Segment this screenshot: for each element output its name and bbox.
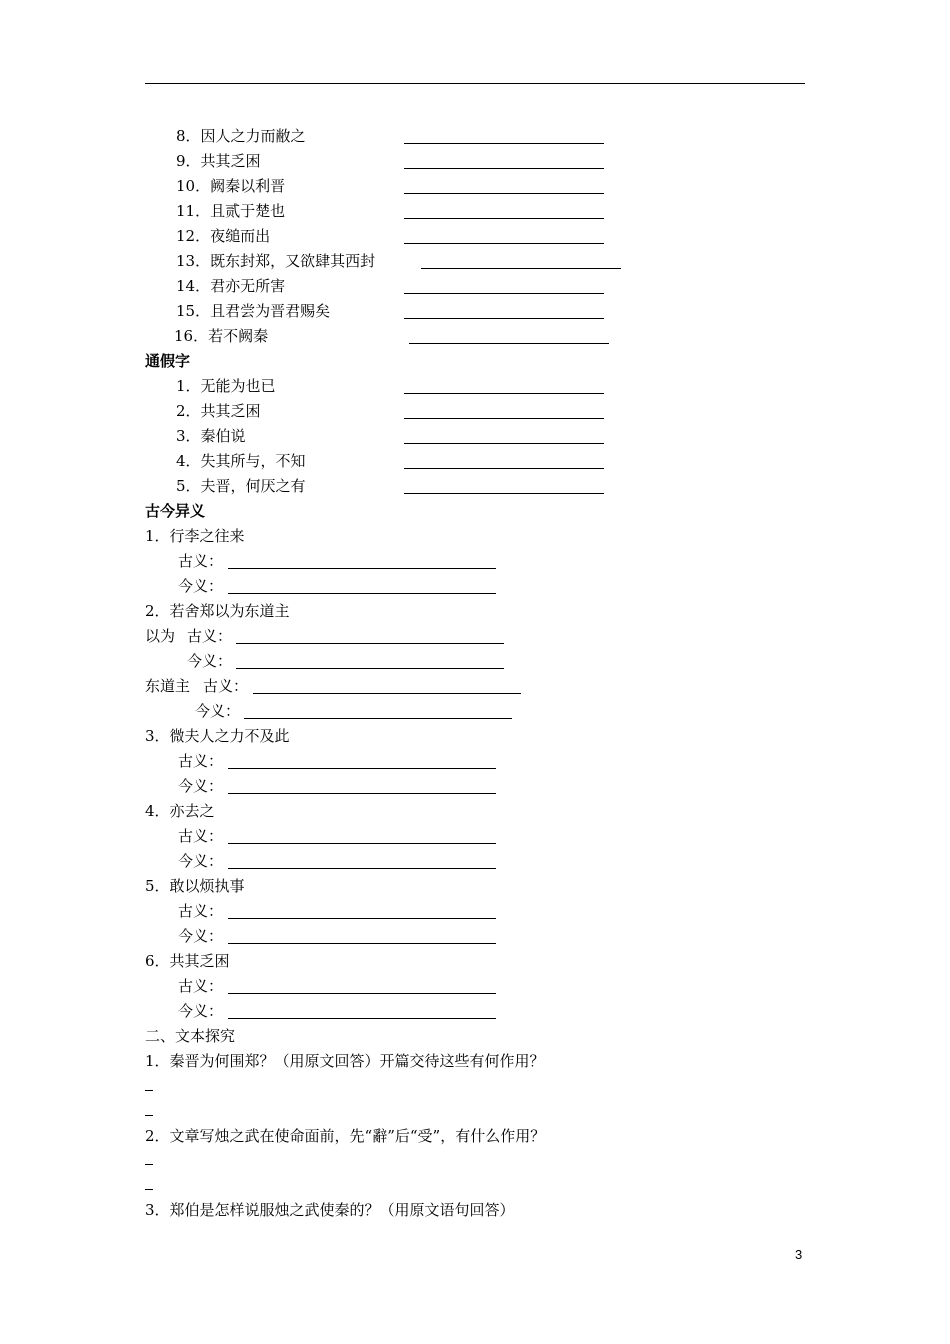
gujin-question-3: 3．微夫人之力不及此 — [145, 727, 290, 745]
answer-blank[interactable] — [228, 943, 496, 944]
answer-blank[interactable] — [404, 318, 604, 319]
gujin-question-5: 5．敢以烦执事 — [145, 877, 245, 895]
shici-item-14: 14．君亦无所害 — [176, 277, 286, 295]
tanjiu-question-2: 2．文章写烛之武在使命面前，先“辭”后“受”，有什么作用？ — [145, 1127, 546, 1145]
jin-label: 今义： — [187, 652, 233, 670]
shici-item-8: 8．因人之力而敝之 — [176, 127, 306, 145]
gu-label: 古义： — [178, 977, 224, 995]
gu-label: 古义： — [187, 627, 233, 645]
tongjia-item-3: 3．秦伯说 — [176, 427, 246, 445]
answer-blank[interactable] — [404, 143, 604, 144]
tanjiu-question-1: 1．秦晋为何围郑？（用原文回答）开篇交待这些有何作用？ — [145, 1052, 545, 1070]
gu-label: 古义： — [178, 827, 224, 845]
jin-label: 今义： — [178, 577, 224, 595]
answer-blank[interactable] — [404, 468, 604, 469]
answer-blank[interactable] — [236, 643, 504, 644]
gujin-heading: 古今异义 — [145, 502, 206, 520]
gu-label: 古义： — [178, 552, 224, 570]
jin-label: 今义： — [178, 1002, 224, 1020]
shici-item-16: 16．若不阙秦 — [174, 327, 269, 345]
answer-line-stub[interactable] — [145, 1189, 153, 1190]
answer-blank[interactable] — [228, 843, 496, 844]
gu-label: 古义： — [203, 677, 249, 695]
tongjia-heading: 通假字 — [145, 352, 191, 370]
jin-label: 今义： — [195, 702, 241, 720]
answer-blank[interactable] — [404, 243, 604, 244]
answer-blank[interactable] — [404, 393, 604, 394]
tongjia-item-4: 4．失其所与，不知 — [176, 452, 306, 470]
answer-blank[interactable] — [228, 868, 496, 869]
jin-label: 今义： — [178, 927, 224, 945]
shici-item-13: 13．既东封郑，又欲肆其西封 — [176, 252, 376, 270]
gujin-sub-term-yiwei: 以为 — [145, 627, 176, 645]
answer-blank[interactable] — [404, 193, 604, 194]
answer-blank[interactable] — [228, 918, 496, 919]
answer-blank[interactable] — [228, 1018, 496, 1019]
tanjiu-heading: 二、文本探究 — [145, 1027, 236, 1045]
gujin-question-2: 2．若舍郑以为东道主 — [145, 602, 290, 620]
page-number: 3 — [795, 1247, 803, 1262]
answer-line-stub[interactable] — [145, 1164, 153, 1165]
answer-blank[interactable] — [404, 218, 604, 219]
answer-line-stub[interactable] — [145, 1115, 153, 1116]
answer-blank[interactable] — [409, 343, 609, 344]
answer-blank[interactable] — [228, 793, 496, 794]
answer-line-stub[interactable] — [145, 1090, 153, 1091]
gujin-question-1: 1．行李之往来 — [145, 527, 245, 545]
answer-blank[interactable] — [244, 718, 512, 719]
answer-blank[interactable] — [404, 443, 604, 444]
header-rule — [145, 83, 805, 84]
tongjia-item-1: 1．无能为也已 — [176, 377, 276, 395]
jin-label: 今义： — [178, 777, 224, 795]
answer-blank[interactable] — [228, 568, 496, 569]
answer-blank[interactable] — [404, 418, 604, 419]
answer-blank[interactable] — [404, 493, 604, 494]
gu-label: 古义： — [178, 752, 224, 770]
gujin-question-4: 4．亦去之 — [145, 802, 215, 820]
gujin-sub-term-dongdaozhu: 东道主 — [145, 677, 191, 695]
answer-blank[interactable] — [228, 993, 496, 994]
answer-blank[interactable] — [228, 593, 496, 594]
tanjiu-question-3: 3．郑伯是怎样说服烛之武使秦的？（用原文语句回答） — [145, 1201, 515, 1219]
jin-label: 今义： — [178, 852, 224, 870]
gu-label: 古义： — [178, 902, 224, 920]
shici-item-10: 10．阙秦以利晋 — [176, 177, 286, 195]
tongjia-item-2: 2．共其乏困 — [176, 402, 261, 420]
answer-blank[interactable] — [404, 293, 604, 294]
answer-blank[interactable] — [228, 768, 496, 769]
tongjia-item-5: 5．夫晋，何厌之有 — [176, 477, 306, 495]
shici-item-9: 9．共其乏困 — [176, 152, 261, 170]
answer-blank[interactable] — [421, 268, 621, 269]
answer-blank[interactable] — [253, 693, 521, 694]
gujin-question-6: 6．共其乏困 — [145, 952, 230, 970]
answer-blank[interactable] — [404, 168, 604, 169]
shici-item-11: 11．且贰于楚也 — [176, 202, 286, 220]
answer-blank[interactable] — [236, 668, 504, 669]
shici-item-12: 12．夜缒而出 — [176, 227, 271, 245]
shici-item-15: 15．且君尝为晋君赐矣 — [176, 302, 331, 320]
